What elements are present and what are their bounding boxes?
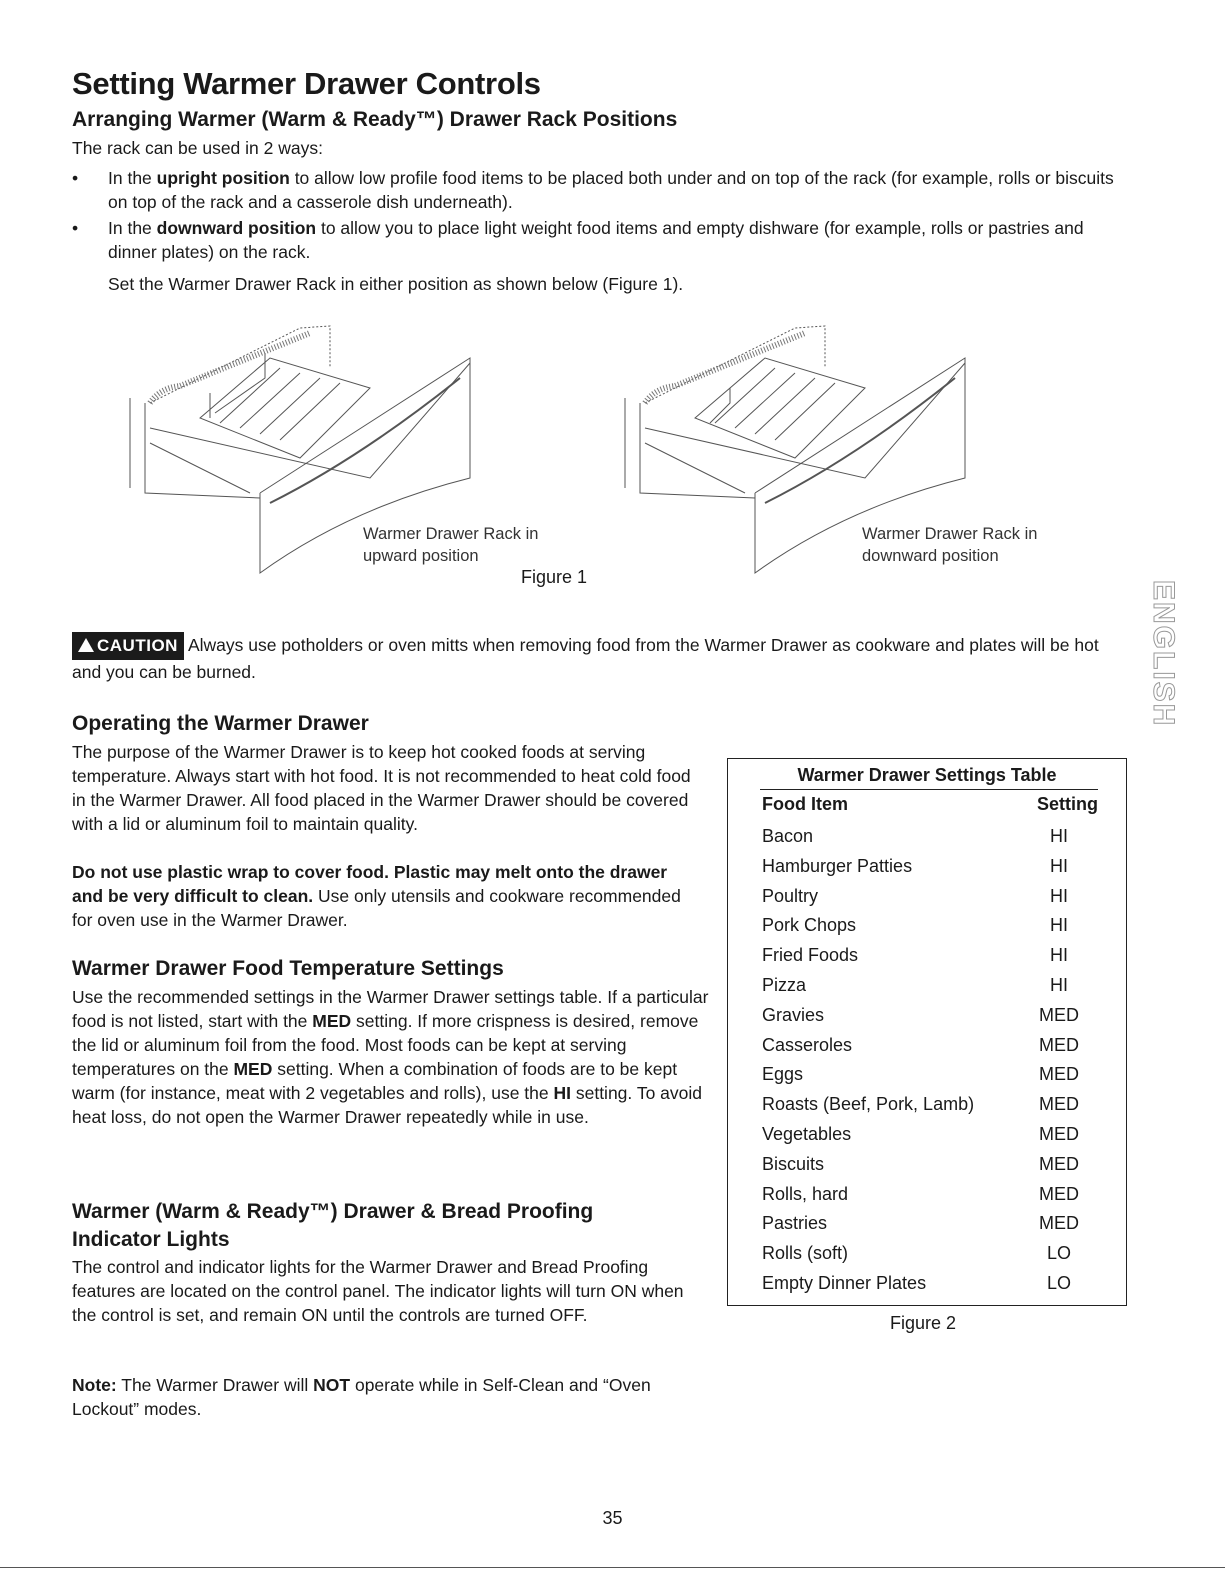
caution-badge: CAUTION (72, 632, 184, 660)
setting-cell: HI (1050, 826, 1068, 846)
lockout-note: Note: The Warmer Drawer will NOT operate while in Self-Clean and “Oven Lockout” modes. (72, 1375, 651, 1419)
food-item-cell: Rolls, hard (762, 1183, 849, 1204)
food-item-cell: Vegetables (762, 1124, 852, 1144)
setting-cell: MED (1039, 1094, 1079, 1115)
food-item-cell: Casseroles (762, 1034, 853, 1055)
list-item: • In the downward position to allow you to place light weight food items and empty dishware (for example, rolls or pastries and dinner plates) on the rack. (72, 218, 1084, 262)
setting-cell: HI (1050, 915, 1068, 936)
food-item-cell: Poultry (762, 885, 819, 906)
setting-cell: MED (1039, 1213, 1079, 1234)
rack-section-heading: Arranging Warmer (Warm & Ready™) Drawer Rack Positions (72, 108, 678, 131)
figure1-label-upward: Warmer Drawer Rack in upward position (363, 525, 539, 565)
rack-intro: The rack can be used in 2 ways: (72, 138, 323, 158)
setting-cell: HI (1050, 945, 1068, 966)
plastic-warning: Do not use plastic wrap to cover food. Plastic may melt onto the drawer and be very difficult to clean. Use only utensils and cookware recommended for oven use in the Warmer Drawer. (72, 862, 681, 930)
column-header-setting: Setting (1037, 794, 1098, 814)
warmer-settings-table (727, 758, 1127, 1306)
food-item-cell: Gravies (762, 1004, 825, 1025)
setting-cell: MED (1039, 1153, 1079, 1174)
operating-paragraph: The purpose of the Warmer Drawer is to keep hot cooked foods at serving temperature. Always start with hot food. It is not recommended to heat cold food in the Warmer Drawer. All food placed in the Warmer Drawer should be covered with a lid or aluminum foil to maintain quality. (72, 742, 691, 834)
food-item-cell: Hamburger Patties (762, 855, 913, 876)
list-item: • In the upright position to allow low profile food items to be placed both under and on top of the rack (for example, rolls or biscuits on top of the rack and a casserole dish underneath). (72, 168, 1114, 212)
rack-usage-list (72, 166, 1132, 266)
figure1-caption: Figure 1 (521, 567, 588, 587)
table-title: Warmer Drawer Settings Table (797, 765, 1057, 785)
food-item-cell: Bacon (762, 826, 814, 846)
figure2-caption: Figure 2 (890, 1313, 957, 1333)
column-header-food-item: Food Item (762, 794, 848, 814)
food-item-cell: Rolls (soft) (762, 1243, 849, 1264)
table-divider (760, 789, 1098, 790)
setting-cell: MED (1039, 1034, 1079, 1055)
setting-cell: LO (1046, 1273, 1071, 1293)
page-title: Setting Warmer Drawer Controls (72, 66, 541, 101)
warning-icon (78, 638, 94, 652)
caution-notice: CAUTION Always use potholders or oven mitts when removing food from the Warmer Drawer as cookware and plates will be hot and you can be burned. (72, 632, 1122, 684)
setting-cell: MED (1039, 1064, 1079, 1085)
bullet-icon: • (72, 218, 79, 238)
temperature-paragraph: Use the recommended settings in the Warmer Drawer settings table. If a particular food is not listed, start with the MED setting. If more crispness is desired, remove the lid or aluminum foil from the food. Most foods can be kept at serving temperatures on the MED setting. When a combination of foods are to be kept warm (for instance, meat with 2 vegetables and rolls), use the HI setting. To avoid heat loss, do not open the Warmer Drawer repeatedly while in use. (72, 987, 709, 1127)
figure1-label-downward: Warmer Drawer Rack in downward position (862, 525, 1038, 565)
language-side-tab: ENGLISH (1147, 580, 1180, 728)
setting-cell: MED (1039, 1183, 1079, 1204)
setting-cell: LO (1046, 1243, 1071, 1264)
food-item-cell: Roasts (Beef, Pork, Lamb) (762, 1094, 975, 1115)
operating-heading: Operating the Warmer Drawer (72, 712, 369, 735)
food-item-cell: Eggs (762, 1064, 804, 1085)
temperature-heading: Warmer Drawer Food Temperature Settings (72, 957, 504, 980)
food-item-cell: Fried Foods (762, 945, 859, 966)
page-bottom-divider (0, 1567, 1225, 1568)
food-item-cell: Pork Chops (762, 915, 857, 936)
page-number: 35 (602, 1508, 623, 1528)
food-item-cell: Pastries (762, 1213, 828, 1234)
setting-cell: HI (1050, 855, 1068, 876)
food-item-cell: Pizza (762, 975, 807, 995)
food-item-cell: Empty Dinner Plates (762, 1273, 927, 1293)
setting-cell: MED (1039, 1124, 1079, 1144)
indicator-paragraph: The control and indicator lights for the Warmer Drawer and Bread Proofing features are located on the control panel. The indicator lights will turn ON when the control is set, and remain ON until the controls are turned OFF. (72, 1257, 684, 1325)
food-item-cell: Biscuits (762, 1153, 825, 1174)
setting-cell: HI (1050, 885, 1068, 906)
bullet-icon: • (72, 168, 79, 188)
setting-cell: MED (1039, 1004, 1079, 1025)
indicator-heading: Warmer (Warm & Ready™) Drawer & Bread Proofing Indicator Lights (72, 1200, 594, 1251)
setting-cell: HI (1050, 975, 1068, 995)
rack-set-instruction: Set the Warmer Drawer Rack in either position as shown below (Figure 1). (108, 274, 684, 294)
